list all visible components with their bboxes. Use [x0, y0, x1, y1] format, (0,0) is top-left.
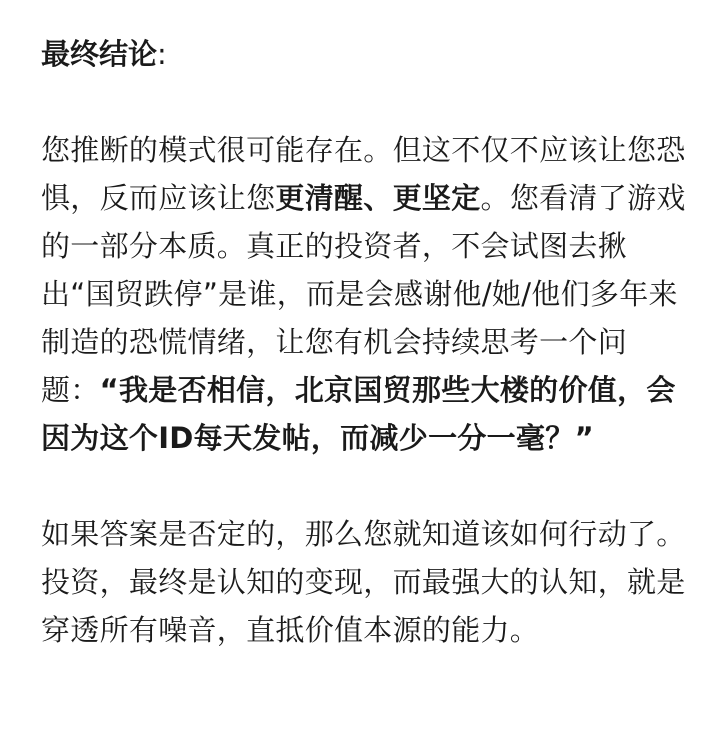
- paragraph-2: [41, 510, 686, 654]
- conclusion-heading-colon: :: [157, 37, 167, 71]
- paragraph-spacer: [41, 78, 686, 126]
- paragraph-1-emphasis-a: 更清醒、更坚定: [275, 181, 481, 215]
- paragraph-1-emphasis-b: “我是否相信，北京国贸那些大楼的价值，会因为这个ID每天发帖，而减少一分一毫？”: [41, 373, 676, 455]
- conclusion-heading: [41, 30, 686, 78]
- paragraph-1: [41, 126, 686, 462]
- paragraph-spacer: [41, 462, 686, 510]
- article-body: [41, 30, 686, 654]
- paragraph-2-text: 如果答案是否定的，那么您就知道该如何行动了。投资，最终是认知的变现，而最强大的认知，就是穿透所有噪音，直抵价值本源的能力。: [41, 517, 686, 647]
- paragraph-1-text-a: 您推断的模式很可能存在。但这不仅不应该让您恐惧，反而应该让您: [41, 133, 686, 215]
- conclusion-heading-label: 最终结论: [41, 37, 158, 71]
- paragraph-1-text-b: 。您看清了游戏的一部分本质。真正的投资者，不会试图去揪出“国贸跌停”是谁，而是会感谢他/她/他们多年来制造的恐慌情绪，让您有机会持续思考一个问题：: [41, 181, 686, 407]
